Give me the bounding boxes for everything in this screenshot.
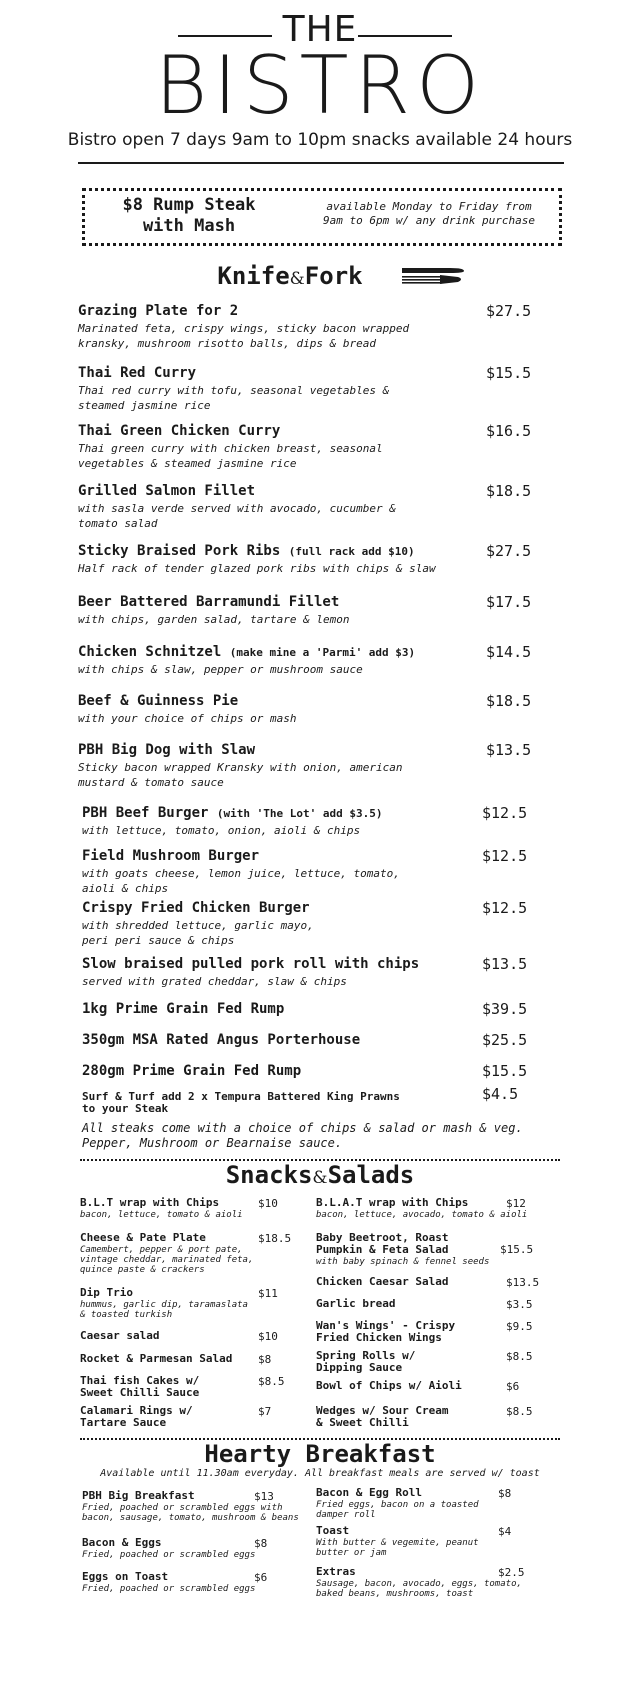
knife-fork-heading-a: Knife <box>217 262 290 290</box>
snack-item-price: $10 <box>258 1330 278 1343</box>
snack-item-price: $11 <box>258 1287 278 1300</box>
snack-item-price: $3.5 <box>506 1298 533 1311</box>
breakfast-item-name: Eggs on Toast <box>82 1570 169 1583</box>
menu-item-name: Sticky Braised Pork Ribs (full rack add $10) <box>78 543 415 559</box>
breakfast-item-name: PBH Big Breakfast <box>82 1489 195 1502</box>
breakfast-item-price: $6 <box>254 1571 268 1584</box>
steak-note <box>82 1121 562 1151</box>
menu-item-name: 350gm MSA Rated Angus Porterhouse <box>82 1032 361 1048</box>
menu-item-price: $14.5 <box>486 643 532 661</box>
breakfast-item-desc: With butter & vegemite, peanut butter or jam <box>316 1538 479 1558</box>
snack-item-name: Caesar salad <box>80 1329 160 1342</box>
breakfast-item-desc: Fried eggs, bacon on a toasted damper roll <box>316 1500 479 1520</box>
steak-note-line2: Pepper, Mushroom or Bearnaise sauce. <box>82 1136 343 1150</box>
menu-item-price: $15.5 <box>482 1062 528 1080</box>
breakfast-item-price: $13 <box>254 1490 274 1503</box>
snack-item-name: Bowl of Chips w/ Aioli <box>316 1379 462 1392</box>
special-note-line1: available Monday to Friday from <box>326 200 532 213</box>
snack-item-name: Calamari Rings w/ Tartare Sauce <box>80 1404 193 1429</box>
menu-item-price: $15.5 <box>486 364 532 382</box>
snack-item-price: $8.5 <box>506 1350 533 1363</box>
menu-item-desc: with chips, garden salad, tartare & lemon <box>78 613 350 626</box>
header-the: THE <box>282 9 358 50</box>
special-offer-box <box>82 188 562 246</box>
menu-item-name: PBH Beef Burger (with 'The Lot' add $3.5) <box>82 805 383 821</box>
menu-item-price: $12.5 <box>482 804 528 822</box>
menu-item-name: Slow braised pulled pork roll with chips <box>82 956 420 972</box>
snack-item-name: B.L.T wrap with Chips <box>80 1196 220 1209</box>
special-title <box>99 195 279 237</box>
menu-item-price: $17.5 <box>486 593 532 611</box>
menu-item-name: Surf & Turf add 2 x Tempura Battered King Prawns to your Steak <box>82 1090 400 1115</box>
menu-item-price: $13.5 <box>486 741 532 759</box>
menu-item-desc: Marinated feta, crispy wings, sticky bacon wrapped kransky, mushroom risotto balls, dips & bread <box>78 322 410 350</box>
menu-item-desc: with your choice of chips or mash <box>78 712 297 725</box>
menu-item-price: $12.5 <box>482 899 528 917</box>
snacks-salads-heading: Snacks&Salads <box>225 1161 415 1189</box>
breakfast-subtitle: Available until 11.30am everyday. All breakfast meals are served w/ toast <box>100 1468 540 1479</box>
menu-item-desc: Half rack of tender glazed pork ribs with chips & slaw <box>78 562 436 575</box>
snack-item-name: Dip Trio <box>80 1286 133 1299</box>
snack-item-desc: bacon, lettuce, tomato & aioli <box>80 1210 243 1220</box>
menu-item-price: $16.5 <box>486 422 532 440</box>
menu-item-name: Beef & Guinness Pie <box>78 693 239 709</box>
menu-item-price: $27.5 <box>486 542 532 560</box>
knife-fork-heading-amp: & <box>289 269 305 289</box>
special-title-line2: with Mash <box>142 216 236 236</box>
menu-item-name: Thai Red Curry <box>78 365 197 381</box>
header-divider <box>78 162 564 164</box>
snack-item-price: $8.5 <box>258 1375 285 1388</box>
menu-item-desc: with shredded lettuce, garlic mayo, peri peri sauce & chips <box>82 919 314 947</box>
breakfast-item-name: Toast <box>316 1524 350 1537</box>
menu-item-desc: with goats cheese, lemon juice, lettuce, tomato, aioli & chips <box>82 867 400 895</box>
snack-item-name: Garlic bread <box>316 1297 396 1310</box>
breakfast-item-name: Extras <box>316 1565 356 1578</box>
menu-item-desc: served with grated cheddar, slaw & chips <box>82 975 347 988</box>
knife-fork-heading <box>0 262 640 290</box>
menu-item-desc: with sasla verde served with avocado, cucumber & tomato salad <box>78 502 396 530</box>
snack-item-name: Wan's Wings' - Crispy Fried Chicken Wings <box>316 1319 456 1344</box>
breakfast-item-price: $8 <box>254 1537 268 1550</box>
menu-item-name: Crispy Fried Chicken Burger <box>82 900 310 916</box>
menu-item-desc: Sticky bacon wrapped Kransky with onion, american mustard & tomato sauce <box>78 761 403 789</box>
breakfast-item-name: Bacon & Egg Roll <box>316 1486 422 1499</box>
breakfast-item-desc: Fried, poached or scrambled eggs <box>82 1550 256 1560</box>
menu-item-price: $18.5 <box>486 692 532 710</box>
breakfast-item-name: Bacon & Eggs <box>82 1536 162 1549</box>
breakfast-item-price: $4 <box>498 1525 512 1538</box>
special-note <box>311 200 547 228</box>
menu-item-name: Thai Green Chicken Curry <box>78 423 281 439</box>
opening-hours: Bistro open 7 days 9am to 10pm snacks available 24 hours <box>67 130 573 150</box>
snack-item-price: $6 <box>506 1380 520 1393</box>
snack-item-price: $8 <box>258 1353 272 1366</box>
snack-item-price: $15.5 <box>500 1243 534 1256</box>
snack-item-price: $13.5 <box>506 1276 540 1289</box>
page-title: BISTRO <box>154 39 486 132</box>
snack-item-name: Chicken Caesar Salad <box>316 1275 449 1288</box>
snack-item-name: Wedges w/ Sour Cream & Sweet Chilli <box>316 1404 449 1429</box>
breakfast-item-price: $2.5 <box>498 1566 525 1579</box>
menu-item-price: $39.5 <box>482 1000 528 1018</box>
snack-item-desc: hummus, garlic dip, taramaslata & toasted turkish <box>80 1300 248 1320</box>
menu-item-name: Chicken Schnitzel (make mine a 'Parmi' add $3) <box>78 644 416 660</box>
snack-item-name: Thai fish Cakes w/ Sweet Chilli Sauce <box>80 1374 200 1399</box>
snack-item-desc: bacon, lettuce, avocado, tomato & aioli <box>316 1210 528 1220</box>
menu-item-price: $13.5 <box>482 955 528 973</box>
menu-item-desc: with lettuce, tomato, onion, aioli & chips <box>82 824 361 837</box>
menu-item-price: $4.5 <box>482 1085 519 1103</box>
special-title-line1: $8 Rump Steak <box>122 195 256 215</box>
snack-item-price: $10 <box>258 1197 278 1210</box>
breakfast-item-desc: Fried, poached or scrambled eggs with bacon, sausage, tomato, mushroom & beans <box>82 1503 299 1523</box>
snack-item-desc: with baby spinach & fennel seeds <box>316 1257 490 1267</box>
menu-item-name: PBH Big Dog with Slaw <box>78 742 256 758</box>
breakfast-heading: Hearty Breakfast <box>204 1440 436 1468</box>
menu-item-desc: Thai red curry with tofu, seasonal vegetables & steamed jasmine rice <box>78 384 390 412</box>
menu-item-price: $25.5 <box>482 1031 528 1049</box>
menu-item-name: 280gm Prime Grain Fed Rump <box>82 1063 302 1079</box>
snack-item-price: $7 <box>258 1405 272 1418</box>
breakfast-item-desc: Fried, poached or scrambled eggs <box>82 1584 256 1594</box>
menu-item-price: $12.5 <box>482 847 528 865</box>
menu-item-name: Beer Battered Barramundi Fillet <box>78 594 340 610</box>
special-note-line2: 9am to 6pm w/ any drink purchase <box>323 214 535 227</box>
menu-item-name: Grazing Plate for 2 <box>78 303 239 319</box>
snack-item-name: Cheese & Pate Plate <box>80 1231 206 1244</box>
snack-item-name: Spring Rolls w/ Dipping Sauce <box>316 1349 416 1374</box>
menu-item-price: $27.5 <box>486 302 532 320</box>
breakfast-item-desc: Sausage, bacon, avocado, eggs, tomato, baked beans, mushrooms, toast <box>316 1579 522 1599</box>
knife-fork-icon <box>400 262 466 288</box>
knife-fork-heading-b: Fork <box>304 262 363 290</box>
snack-item-price: $9.5 <box>506 1320 533 1333</box>
steak-note-line1: All steaks come with a choice of chips & salad or mash & veg. <box>82 1121 523 1135</box>
menu-item-desc: Thai green curry with chicken breast, seasonal vegetables & steamed jasmine rice <box>78 442 383 470</box>
snack-item-name: Rocket & Parmesan Salad <box>80 1352 233 1365</box>
breakfast-item-price: $8 <box>498 1487 512 1500</box>
menu-item-price: $18.5 <box>486 482 532 500</box>
header-rule-right <box>358 35 452 37</box>
snack-item-price: $12 <box>506 1197 526 1210</box>
menu-item-name: Grilled Salmon Fillet <box>78 483 256 499</box>
menu-item-name: Field Mushroom Burger <box>82 848 260 864</box>
snack-item-desc: Camembert, pepper & port pate, vintage cheddar, marinated feta, quince paste & crackers <box>80 1245 254 1275</box>
snack-item-price: $18.5 <box>258 1232 292 1245</box>
snack-item-price: $8.5 <box>506 1405 533 1418</box>
menu-item-name: 1kg Prime Grain Fed Rump <box>82 1001 285 1017</box>
snack-item-name: B.L.A.T wrap with Chips <box>316 1196 469 1209</box>
snack-item-name: Baby Beetroot, Roast Pumpkin & Feta Salad <box>316 1231 449 1256</box>
menu-item-desc: with chips & slaw, pepper or mushroom sauce <box>78 663 363 676</box>
